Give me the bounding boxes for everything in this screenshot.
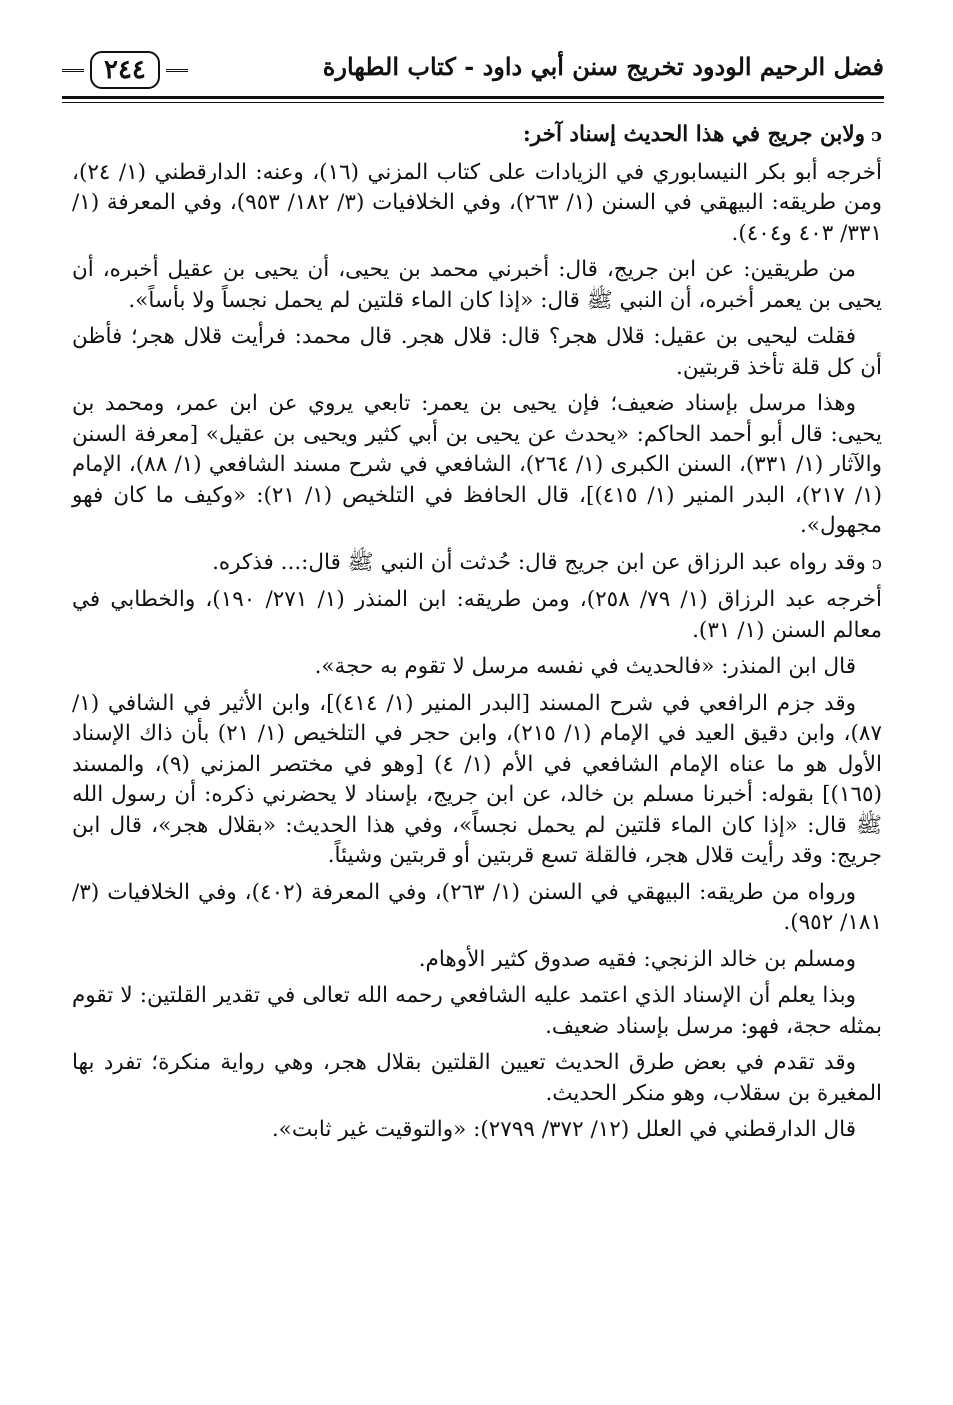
paragraph-p5: [72, 389, 882, 542]
paragraph-text: وهذا مرسل بإسناد ضعيف؛ فإن يحيى بن يعمر: تابعي يروي عن ابن عمر، ومحمد بن يحيى: قال أبو أحمد الحاكم: «يحدث عن يحيى بن أبي كثير ويحيى بن عقيل» [معرفة السنن والآثار (١/ ٣٣١)، السنن الكبرى (١/ ٢٦٤)، الشافعي في شرح مسند الشافعي (١/ ٨٨)، الإمام (١/ ٢١٧)، البدر المنير (١/ ٤١٥)]، قال الحافظ في التلخيص (١/ ٢١): «وكيف ما كان فهو مجهول».: [72, 391, 883, 538]
paragraph-p8: [72, 652, 882, 683]
paragraph-p4: [72, 322, 882, 383]
paragraph-p9: [72, 689, 882, 872]
paragraph-p12: [72, 981, 882, 1042]
paragraph-p14: [72, 1115, 882, 1146]
paragraph-p10: [72, 878, 882, 939]
paragraph-p7: [72, 585, 882, 646]
page-number: ٢٤٤: [90, 51, 160, 89]
page-number-ornament: [62, 48, 188, 92]
bullet-icon: ᴐ: [871, 552, 882, 574]
paragraph-text: من طريقين: عن ابن جريج، قال: أخبرني محمد بن يحيى، أن يحيى بن عقيل أخبره، أن يحيى بن يعمر أخبره، أن النبي ﷺ قال: «إذا كان الماء قلتين لم يحمل نجساً ولا بأساً».: [72, 257, 882, 313]
paragraph-text: وبذا يعلم أن الإسناد الذي اعتمد عليه الشافعي رحمه الله تعالى في تقدير القلتين: لا تقوم بمثله حجة، فهو: مرسل بإسناد ضعيف.: [72, 983, 882, 1039]
paragraph-text: أخرجه أبو بكر النيسابوري في الزيادات على كتاب المزني (١٦)، وعنه: الدارقطني (١/ ٢٤)، ومن طريقه: البيهقي في السنن (١/ ٢٦٣)، وفي الخلافيات (٣/ ١٨٢/ ٩٥٣)، وفي المعرفة (١/ ٣٣١/ ٤٠٣ و٤٠٤).: [72, 159, 883, 246]
page-body: [72, 120, 882, 1152]
paragraph-p13: [72, 1048, 882, 1109]
bullet-icon: ᴐ: [871, 125, 882, 146]
paragraph-p2: [72, 158, 882, 250]
paragraph-p3: [72, 255, 882, 316]
paragraph-p11: [72, 945, 882, 976]
header-rule-thin: [62, 102, 884, 103]
paragraph-text: ولابن جريج في هذا الحديث إسناد آخر:: [522, 122, 866, 147]
ornament-line-right: [166, 69, 188, 72]
paragraph-text: وقد تقدم في بعض طرق الحديث تعيين القلتين بقلال هجر، وهي رواية منكرة؛ تفرد بها المغيرة بن سقلاب، وهو منكر الحديث.: [72, 1050, 882, 1106]
paragraph-text: قال ابن المنذر: «فالحديث في نفسه مرسل لا تقوم به حجة».: [314, 654, 856, 679]
paragraph-text: ورواه من طريقه: البيهقي في السنن (١/ ٢٦٣)، وفي المعرفة (٤٠٢)، وفي الخلافيات (٣/ ١٨١/ ٩٥٢).: [72, 879, 882, 935]
paragraph-text: أخرجه عبد الرزاق (١/ ٧٩/ ٢٥٨)، ومن طريقه: ابن المنذر (١/ ٢٧١/ ١٩٠)، والخطابي في معالم السنن (١/ ٣١).: [72, 587, 883, 643]
paragraph-p6: [72, 548, 882, 580]
paragraph-p1: [72, 120, 882, 152]
header-title: فضل الرحيم الودود تخريج سنن أبي داود - كتاب الطهارة: [322, 52, 884, 81]
running-header: [62, 48, 884, 104]
paragraph-text: قال الدارقطني في العلل (١٢/ ٣٧٢/ ٢٧٩٩): «والتوقيت غير ثابت».: [271, 1117, 856, 1142]
ornament-line-left: [62, 69, 84, 72]
header-rule: [62, 96, 884, 99]
paragraph-text: ومسلم بن خالد الزنجي: فقيه صدوق كثير الأوهام.: [418, 946, 856, 972]
paragraph-text: وقد رواه عبد الرزاق عن ابن جريج قال: حُدثت أن النبي ﷺ قال:... فذكره.: [212, 549, 866, 575]
paragraph-text: فقلت ليحيى بن عقيل: قلال هجر؟ قال: قلال هجر. قال محمد: فرأيت قلال هجر؛ فأظن أن كل قلة تأخذ قربتين.: [72, 324, 882, 380]
paragraph-text: وقد جزم الرافعي في شرح المسند [البدر المنير (١/ ٤١٤)]، وابن الأثير في الشافي (١/ ٨٧)، وابن دقيق العيد في الإمام (١/ ٢١٥)، وابن حجر في التلخيص (١/ ٢١) بأن ذاك الإسناد الأول هو ما عناه الإمام الشافعي في الأم (١/ ٤) [وهو في مختصر المزني (٩)، والمسند (١٦٥)] بقوله: أخبرنا مسلم بن خالد، عن ابن جريج، بإسناد لا يحضرني ذكره: أن رسول الله ﷺ قال: «إذا كان الماء قلتين لم يحمل نجساً»، وفي هذا الحديث: «بقلال هجر»، قال ابن جريج: وقد رأيت قلال هجر، فالقلة تسع قربتين أو قربتين وشيئاً.: [72, 690, 882, 868]
